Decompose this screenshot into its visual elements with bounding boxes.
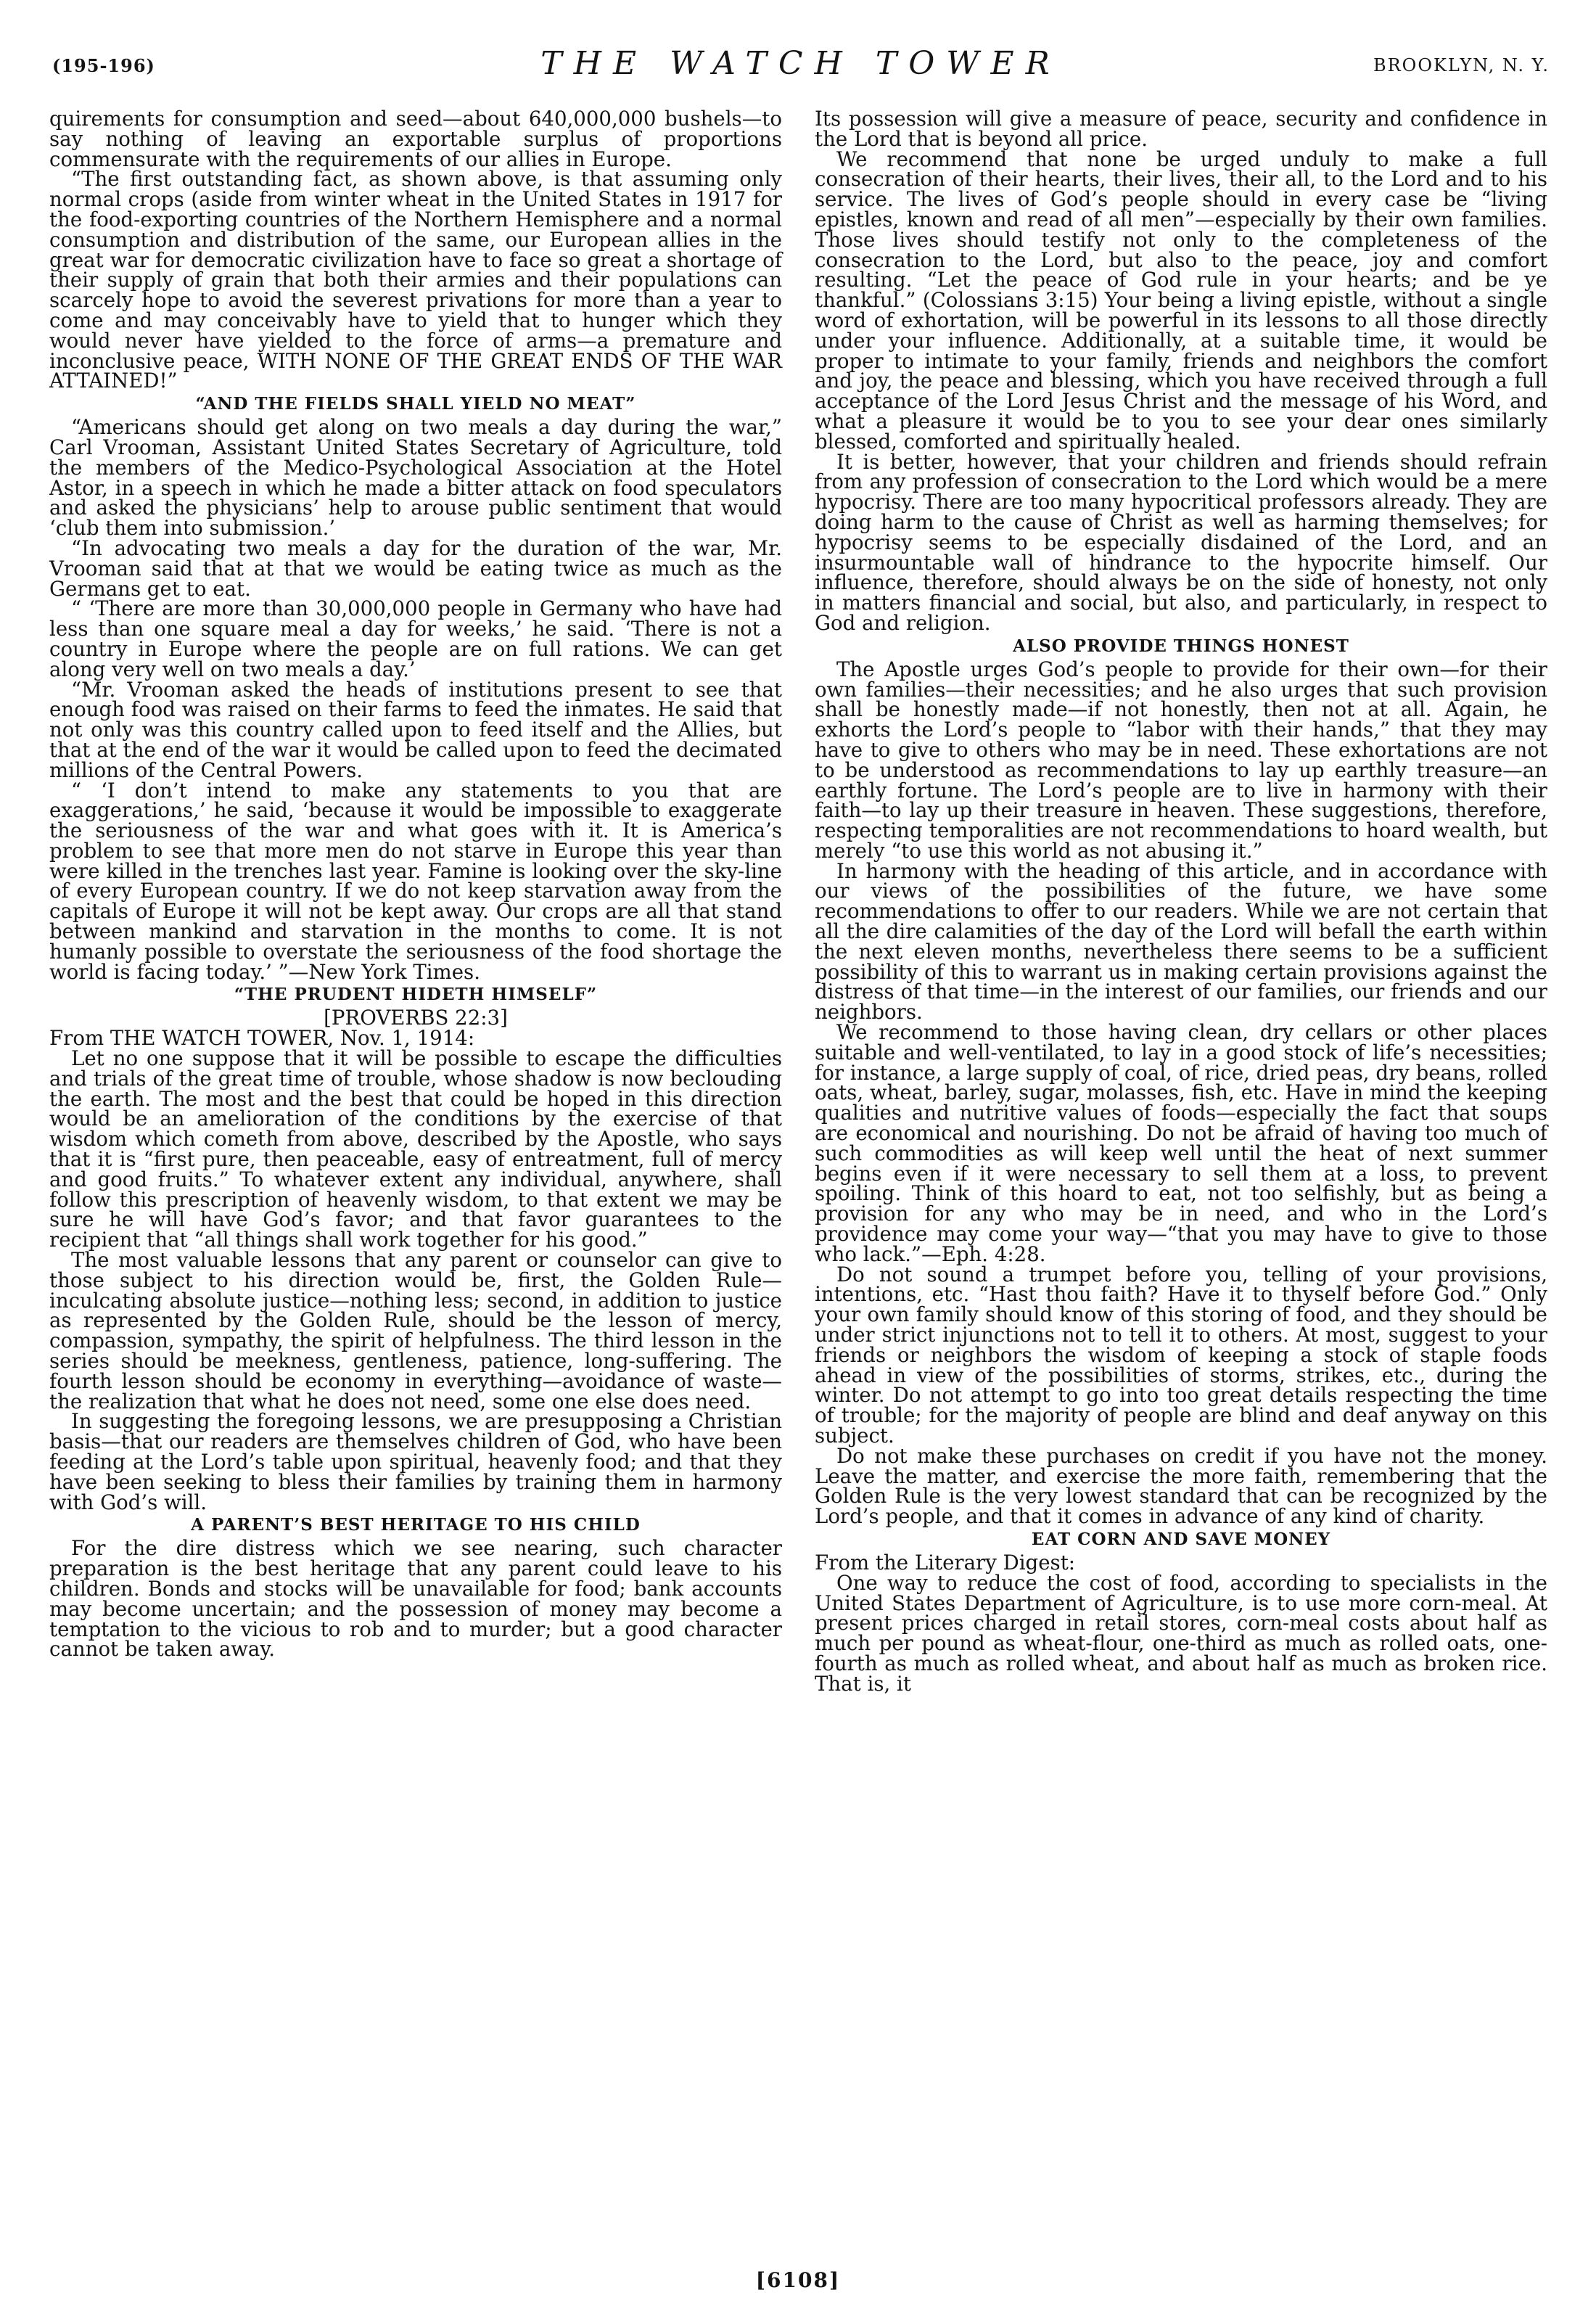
scripture-reference: [PROVERBS 22:3] (324, 1006, 508, 1030)
paragraph: In harmony with the heading of this article, and in accordance with our views of the possibilities of the future, we have some recommendations to offer to our readers. While we are not certain that all the dire calamities of the day of the Lord will befall the earth within the next eleven months, nevertheless there seems to be a sufficient possibility of this to warrant us in making certain provisions against the distress of that time—in the interest of our families, our friends and our neighbors. (815, 858, 1547, 1025)
publication-place: BROOKLYN, N. Y. (1373, 55, 1550, 75)
section-heading: ALSO PROVIDE THINGS HONEST (1013, 636, 1349, 656)
section-heading: EAT CORN AND SAVE MONEY (1031, 1529, 1331, 1549)
paragraph: “ ‘There are more than 30,000,000 people in Germany who have had less than one square meal a day for weeks,’ he said. ‘There is not a country in Europe where the people are on full rations. We can get along very well on two meals a day.’ (49, 596, 782, 681)
paragraph: “Americans should get along on two meals a day during the war,” Carl Vrooman, Assistant United States Secretary of Agriculture, told the members of the Medico-Psychological Association at the Hotel Astor, in a speech in which he made a bitter attack on food speculators and asked the physicians’ help to arouse public sentiment that would ‘club them into submission.’ (49, 415, 782, 541)
paragraph: Do not sound a trumpet before you, telling of your provisions, intentions, etc. “Hast thou faith? Have it to thyself before God.” Only your own family should know of this storing of food, and they should be under strict injunctions not to tell it to others. At most, suggest to your friends or neighbors the wisdom of keeping a stock of staple foods ahead in view of the possibilities of storms, strikes, etc., during the winter. Do not attempt to go into too great details respecting the time of trouble; for the majority of people are blind and deaf anyway on this subject. (815, 1262, 1547, 1448)
source-line: From the Literary Digest: (815, 1550, 1076, 1575)
paragraph: One way to reduce the cost of food, according to specialists in the United States Department of Agriculture, is to use more corn-meal. At present prices charged in retail stores, corn-meal costs about half as much per pound as wheat-flour, one-third as much as rolled oats, one-fourth as much as rolled wheat, and about half as much as broken rice. That is, it (815, 1570, 1547, 1696)
journal-title: THE WATCH TOWER (540, 45, 1061, 82)
paragraph: We recommend to those having clean, dry cellars or other places suitable and well-ventilated, to lay in a good stock of life’s necessities; for instance, a large supply of coal, of rice, dried peas, dry beans, rolled oats, wheat, barley, sugar, molasses, fish, etc. Have in mind the keeping qualities and nutritive values of foods—especially the fact that soups are economical and nourishing. Do not be afraid of having too much of such commodities as will keep well until the heat of next summer begins even if it were necessary to sell them at a loss, to prevent spoiling. Think of this hoard to eat, not too selfishly, but as being a provision for any who may be in need, and who in the Lord’s providence may come your way—“that you may have to give to those who lack.”—Eph. 4:28. (815, 1020, 1547, 1266)
right-column (815, 109, 1547, 1694)
paragraph: It is better, however, that your children and friends should refrain from any profession of consecration to the Lord which would be a mere hypocrisy. There are too many hypocritical professors already. They are doing harm to the cause of Christ as well as harming themselves; for hypocrisy seems to be especially disdained of the Lord, and an insurmountable wall of hindrance to the hypocrite himself. Our influence, therefore, should always be on the side of honesty, not only in matters financial and social, but also, and particularly, in respect to God and religion. (815, 449, 1547, 635)
paragraph: Let no one suppose that it will be possible to escape the difficulties and trials of the great time of trouble, whose shadow is now beclouding the earth. The most and the best that could be hoped in this direction would be an amelioration of the conditions by the exercise of that wisdom which cometh from above, described by the Apostle, who says that it is “first pure, then peaceable, easy of entreatment, full of mercy and good fruits.” To whatever extent any individual, anywhere, shall follow this prescription of heavenly wisdom, to that extent we may be sure he will have God’s favor; and that favor guarantees to the recipient that “all things shall work together for his good.” (49, 1046, 782, 1252)
paragraph: The Apostle urges God’s people to provide for their own—for their own families—their necessities; and he also urges that such provision shall be honestly made—if not honestly, then not at all. Again, he exhorts the Lord’s people to “labor with their hands,” that they may have to give to others who may be in need. These exhortations are not to be understood as recommendations to lay up earthly treasure—an earthly fortune. The Lord’s people are to live in harmony with their faith—to lay up their treasure in heaven. These suggestions, therefore, respecting temporalities are not recommendations to hoard wealth, but merely “to use this world as not abusing it.” (815, 657, 1547, 863)
paragraph: We recommend that none be urged unduly to make a full consecration of their hearts, their lives, their all, to the Lord and to his service. The lives of God’s people should in every case be “living epistles, known and read of all men”—especially by their own families. Those lives should testify not only to the completeness of the consecration to the Lord, but also to the peace, joy and comfort resulting. “Let the peace of God rule in your hearts; and be ye thankful.” (Colossians 3:15) Your being a living epistle, without a single word of exhortation, will be powerful in its lessons to all those directly under your influence. Additionally, at a suitable time, it would be proper to intimate to your family, friends and neighbors the comfort and joy, the peace and blessing, which you have received through a full acceptance of the Lord Jesus Christ and the message of his Word, and what a pleasure it would be to you to see your dear ones similarly blessed, comforted and spiritually healed. (815, 147, 1547, 453)
paragraph: “Mr. Vrooman asked the heads of institutions present to see that enough food was raised on their farms to feed the inmates. He said that not only was this country called upon to feed itself and the Allies, but that at the end of the war it would be called upon to feed the decimated millions of the Central Powers. (49, 677, 782, 782)
section-heading: “AND THE FIELDS SHALL YIELD NO MEAT” (195, 394, 636, 414)
paragraph: In suggesting the foregoing lessons, we are presupposing a Christian basis—that our readers are themselves children of God, who have been feeding at the Lord’s table upon spiritual, heavenly food; and that they have been seeking to bless their families by training them in harmony with God’s will. (49, 1409, 782, 1514)
paragraph: The most valuable lessons that any parent or counselor can give to those subject to his direction would be, first, the Golden Rule—inculcating absolute justice—nothing less; second, in addition to justice as represented by the Golden Rule, should be the lesson of mercy, compassion, sympathy, the spirit of helpfulness. The third lesson in the series should be meekness, gentleness, patience, long-suffering. The fourth lesson should be economy in everything—avoidance of waste—the realization that what he does not need, some one else does need. (49, 1248, 782, 1413)
page-header (52, 45, 1550, 89)
source-line: From THE WATCH TOWER, Nov. 1, 1914: (49, 1026, 475, 1051)
left-column (49, 107, 782, 1662)
paragraph: “In advocating two meals a day for the duration of the war, Mr. Vrooman said that at that we would be eating twice as much as the Germans get to eat. (49, 535, 782, 601)
paragraph: Its possession will give a measure of peace, security and confidence in the Lord that is beyond all price. (815, 107, 1547, 151)
paragraph: “ ‘I don’t intend to make any statements to you that are exaggerations,’ he said, ‘because it would be impossible to exaggerate the seriousness of the war and what goes with it. It is America’s problem to see that more men do not starve in Europe this year than were killed in the trenches last year. Famine is looking over the sky-line of every European country. If we do not keep starvation away from the capitals of Europe it will not be kept away. Our crops are all that stand between mankind and starvation in the months to come. It is not humanly possible to overstate the seriousness of the food shortage the world is facing today.’ ”—New York Times. (49, 778, 782, 984)
page-number: [6108] (755, 2268, 841, 2292)
paragraph: “The first outstanding fact, as shown above, is that assuming only normal crops (aside from winter wheat in the United States in 1917 for the food-exporting countries of the Northern Hemisphere and a normal consumption and distribution of the same, our European allies in the great war for democratic civilization have to face so great a shortage of their supply of grain that both their armies and their populations can scarcely hope to avoid the severest privations for more than a year to come and may conceivably have to yield that to hunger which they would never have yielded to the force of arms—a premature and inconclusive peace, WITH NONE OF THE GREAT ENDS OF THE WAR ATTAINED!” (49, 167, 782, 393)
paragraph: Do not make these purchases on credit if you have not the money. Leave the matter, and exercise the more faith, remembering that the Golden Rule is the very lowest standard that can be recognized by the Lord’s people, and that it comes in advance of any kind of charity. (815, 1443, 1547, 1529)
paragraph: For the dire distress which we see nearing, such character preparation is the best heritage that any parent could leave to his children. Bonds and stocks will be unavailable for food; bank accounts may become uncertain; and the possession of money may become a temptation to the vicious to rob and to murder; but a good character cannot be taken away. (49, 1536, 782, 1662)
paragraph: quirements for consumption and seed—about 640,000,000 bushels—to say nothing of leaving an exportable surplus of proportions commensurate with the requirements of our allies in Europe. (49, 107, 782, 171)
page-range: (195-196) (52, 55, 155, 76)
section-heading: A PARENT’S BEST HERITAGE TO HIS CHILD (191, 1515, 641, 1535)
section-heading: “THE PRUDENT HIDETH HIMSELF” (234, 985, 598, 1005)
